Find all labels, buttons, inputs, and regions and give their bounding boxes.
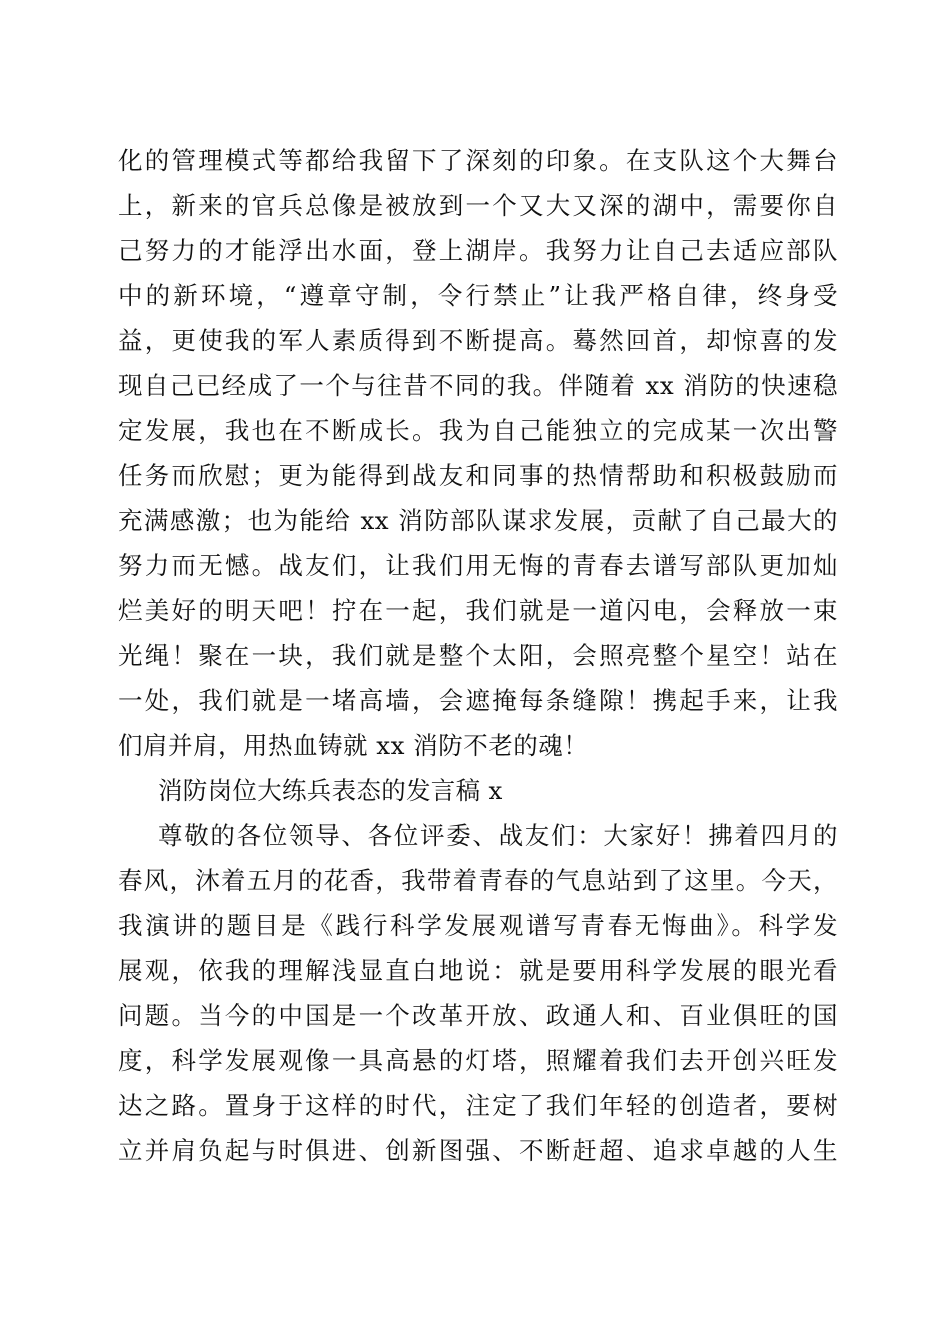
text-line: 我演讲的题目是《践行科学发展观谱写青春无悔曲》。科学发 bbox=[118, 911, 838, 940]
text-line: 任务而欣慰；更为能得到战友和同事的热情帮助和积极鼓励而 bbox=[118, 461, 838, 490]
text-line: 春风，沐着五月的花香，我带着青春的气息站到了这里。今天， bbox=[118, 866, 838, 895]
text-line: 达之路。置身于这样的时代，注定了我们年轻的创造者，要树 bbox=[118, 1091, 838, 1120]
text-line: 度，科学发展观像一具高悬的灯塔，照耀着我们去开创兴旺发 bbox=[118, 1046, 838, 1075]
text-line: 中的新环境，“遵章守制，令行禁止”让我严格自律，终身受 bbox=[118, 281, 838, 310]
text-line: 一处，我们就是一堵高墙，会遮掩每条缝隙！携起手来，让我 bbox=[118, 686, 838, 715]
text-line: 展观，依我的理解浅显直白地说：就是要用科学发展的眼光看 bbox=[118, 956, 838, 985]
text-line: 现自己已经成了一个与往昔不同的我。伴随着 xx 消防的快速稳 bbox=[118, 371, 838, 400]
text-line: 充满感激；也为能给 xx 消防部队谋求发展，贡献了自己最大的 bbox=[118, 506, 838, 535]
paragraph-2 bbox=[118, 813, 838, 1173]
paragraph-1 bbox=[118, 138, 838, 768]
text-line: 益，更使我的军人素质得到不断提高。蓦然回首，却惊喜的发 bbox=[118, 326, 838, 355]
text-line: 努力而无憾。战友们，让我们用无悔的青春去谱写部队更加灿 bbox=[118, 551, 838, 580]
text-line: 上，新来的官兵总像是被放到一个又大又深的湖中，需要你自 bbox=[118, 191, 838, 220]
text-line: 问题。当今的中国是一个改革开放、政通人和、百业俱旺的国 bbox=[118, 1001, 838, 1030]
document-body bbox=[118, 138, 838, 1173]
text-line: 烂美好的明天吧！拧在一起，我们就是一道闪电，会释放一束 bbox=[118, 596, 838, 625]
text-line: 化的管理模式等都给我留下了深刻的印象。在支队这个大舞台 bbox=[118, 146, 838, 175]
text-line: 们肩并肩，用热血铸就 xx 消防不老的魂！ bbox=[118, 731, 589, 760]
section-heading: 消防岗位大练兵表态的发言稿 x bbox=[158, 776, 503, 805]
text-line: 己努力的才能浮出水面，登上湖岸。我努力让自己去适应部队 bbox=[118, 236, 838, 265]
text-line: 光绳！聚在一块，我们就是整个太阳，会照亮整个星空！站在 bbox=[118, 641, 838, 670]
text-line: 立并肩负起与时俱进、创新图强、不断赶超、追求卓越的人生 bbox=[118, 1136, 838, 1165]
text-line: 尊敬的各位领导、各位评委、战友们：大家好！拂着四月的 bbox=[158, 821, 838, 850]
text-line: 定发展，我也在不断成长。我为自己能独立的完成某一次出警 bbox=[118, 416, 838, 445]
